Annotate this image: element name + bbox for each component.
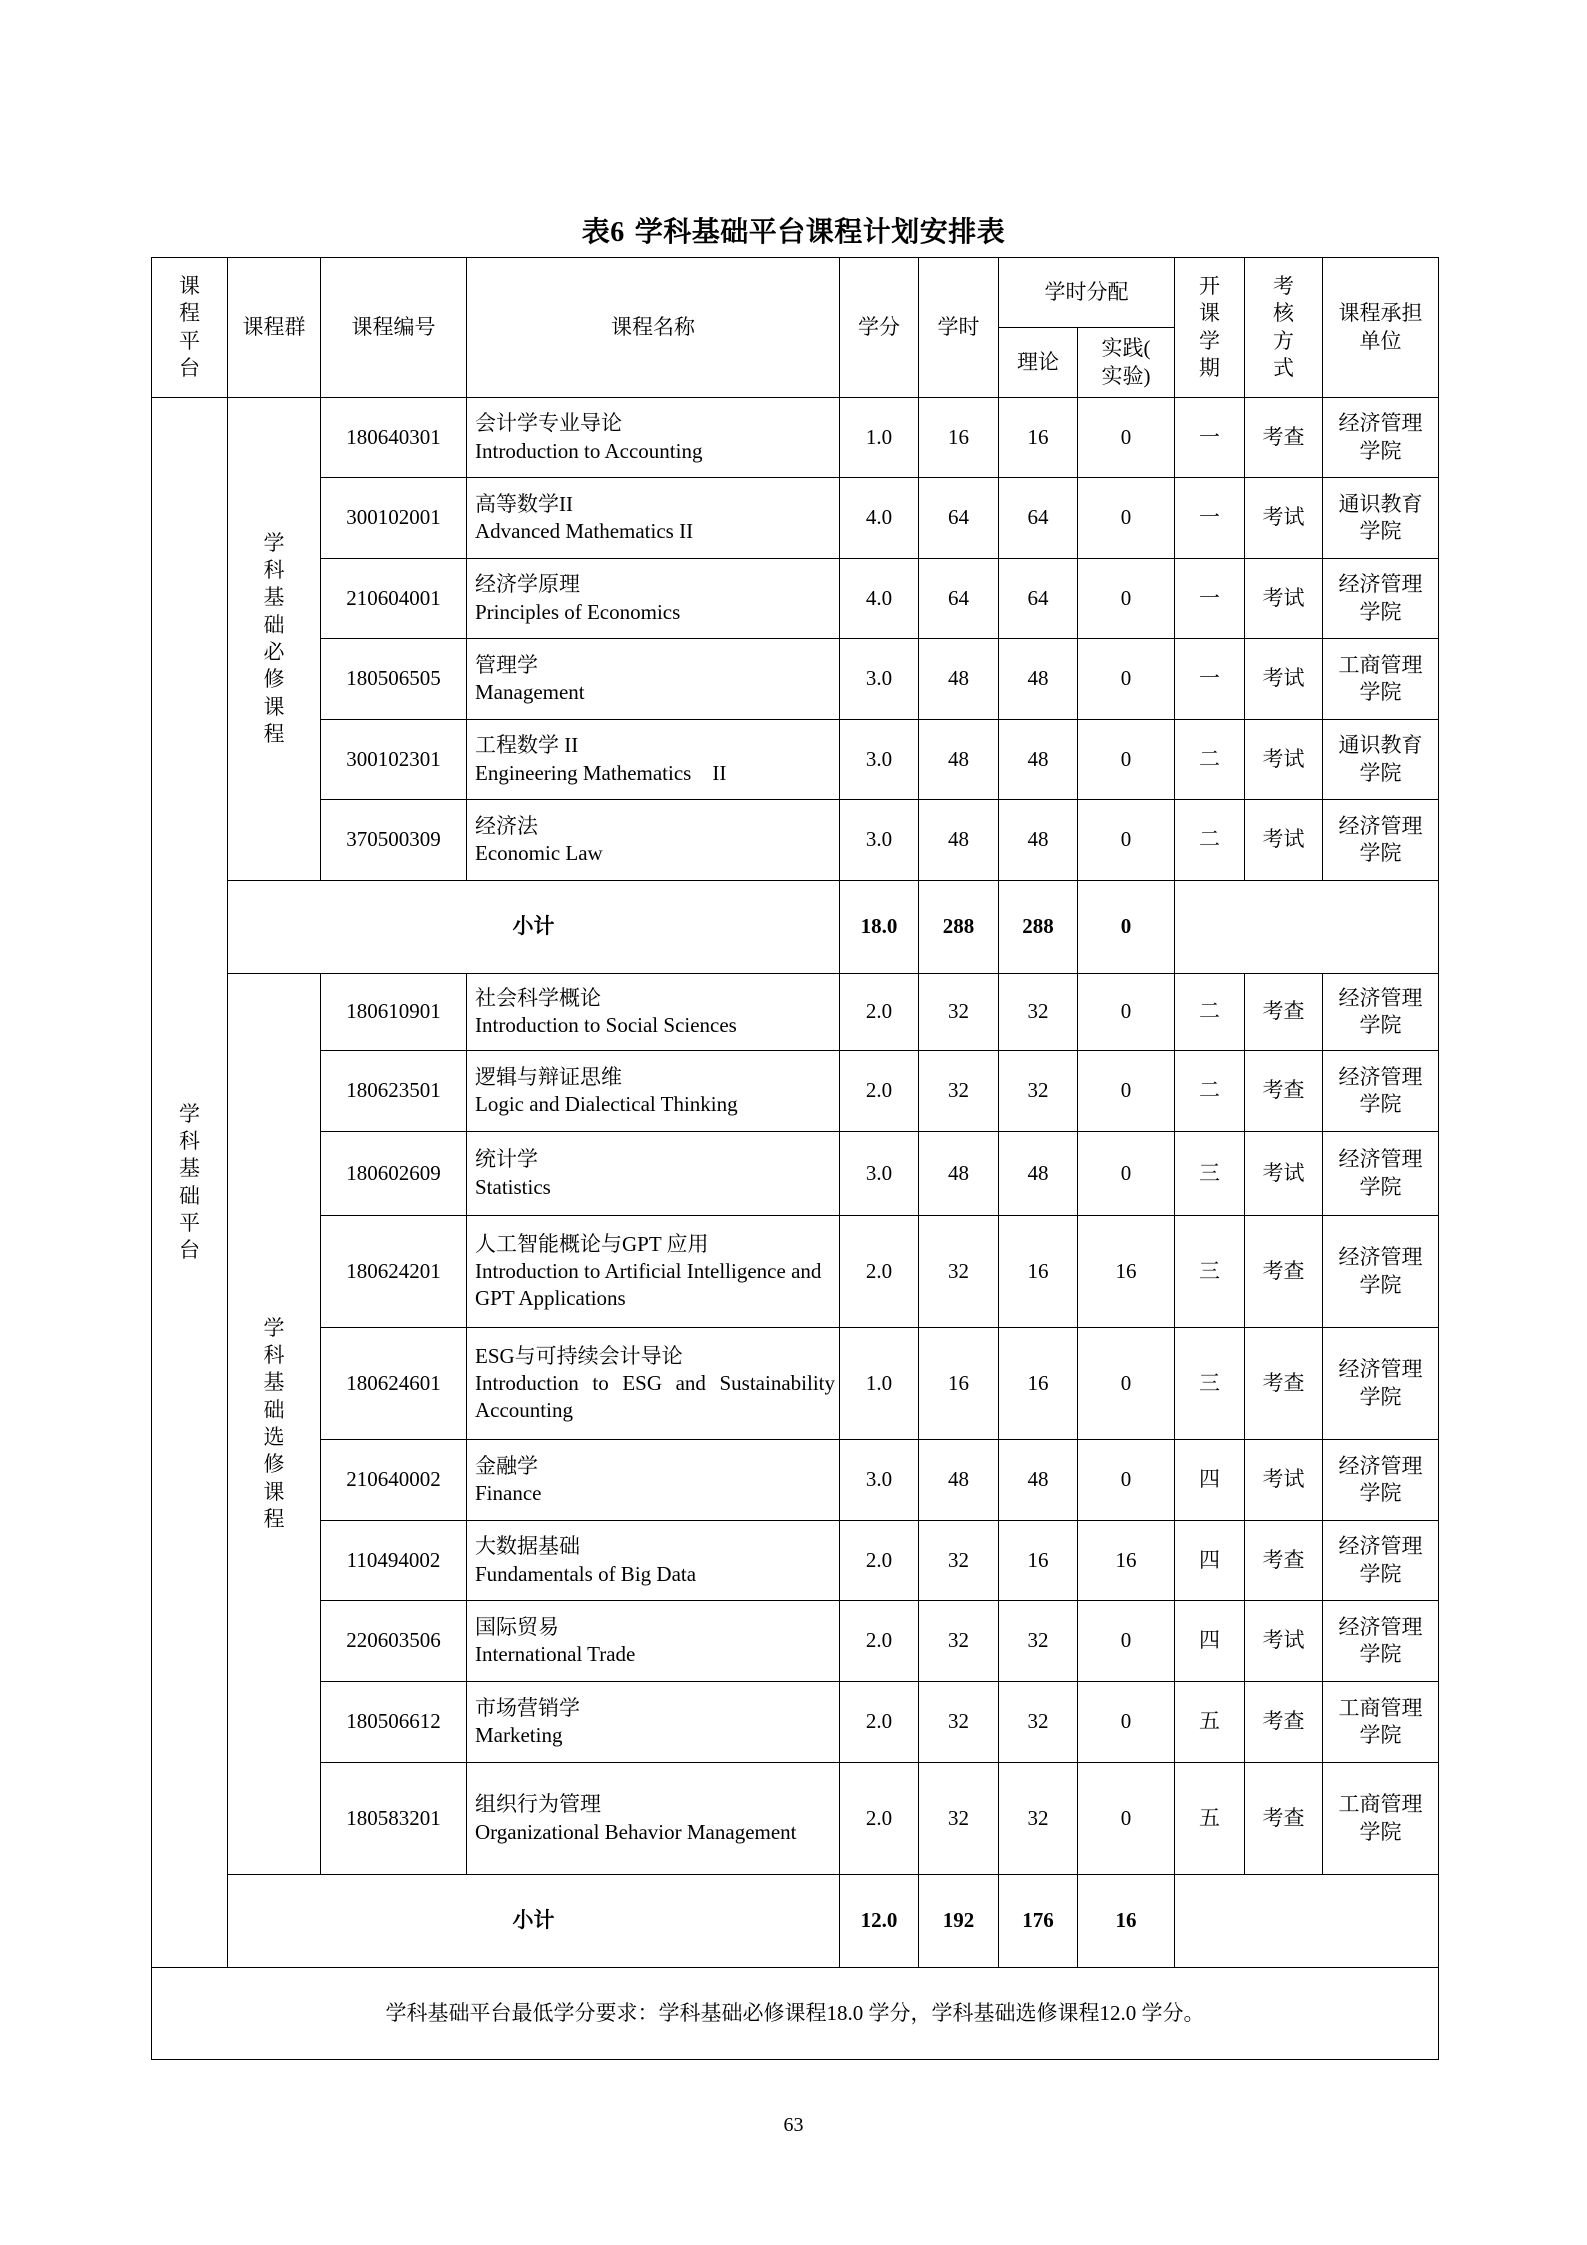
subtotal-empty [1175, 1875, 1439, 1968]
course-practice-hours: 16 [1078, 1216, 1175, 1328]
course-unit-line2: 学院 [1359, 1272, 1402, 1297]
subtotal-credits: 18.0 [840, 881, 919, 974]
course-name-cn: 国际贸易 [475, 1614, 559, 1639]
course-credits: 1.0 [840, 1328, 919, 1440]
course-group-label-char: 基 [263, 1370, 285, 1395]
course-name-en: Marketing [475, 1723, 563, 1747]
subtotal-practice-hours: 16 [1078, 1875, 1175, 1968]
course-group-label-char: 础 [263, 612, 285, 637]
course-name-cn: 会计学专业导论 [475, 411, 622, 436]
course-group-label [228, 974, 321, 1875]
course-practice-hours: 0 [1078, 974, 1175, 1051]
course-credits: 3.0 [840, 800, 919, 881]
course-theory-hours: 16 [999, 1521, 1078, 1601]
course-theory-hours: 64 [999, 478, 1078, 559]
course-unit [1323, 974, 1439, 1051]
course-semester: 一 [1175, 398, 1245, 478]
table-number: 表6 [581, 217, 625, 248]
course-semester: 五 [1175, 1682, 1245, 1763]
course-assessment: 考查 [1245, 1328, 1323, 1440]
course-hours: 32 [919, 1521, 999, 1601]
course-practice-hours: 0 [1078, 1601, 1175, 1682]
course-group-label-char: 学 [263, 1315, 285, 1340]
header-platform [152, 258, 228, 398]
course-semester: 一 [1175, 559, 1245, 639]
header-platform-char: 课 [179, 273, 200, 298]
course-assessment: 考查 [1245, 974, 1323, 1051]
course-row [152, 1763, 1439, 1875]
course-unit [1323, 1051, 1439, 1132]
course-group-label-char: 修 [263, 1452, 285, 1477]
course-name [467, 1440, 840, 1521]
header-unit-line1: 课程承担 [1338, 301, 1423, 326]
course-name [467, 1216, 840, 1328]
course-theory-hours: 32 [999, 1601, 1078, 1682]
course-name-cn: 社会科学概论 [475, 985, 601, 1010]
course-group-label-char: 程 [263, 1506, 285, 1531]
course-unit-line1: 经济管理 [1338, 1534, 1423, 1559]
header-code: 课程编号 [321, 258, 467, 398]
course-unit-line1: 经济管理 [1338, 1245, 1423, 1270]
header-row [152, 258, 1439, 328]
course-semester: 三 [1175, 1216, 1245, 1328]
course-hours: 32 [919, 1763, 999, 1875]
course-semester: 四 [1175, 1601, 1245, 1682]
page-number: 63 [783, 2114, 804, 2136]
course-code: 370500309 [321, 800, 467, 881]
course-semester: 一 [1175, 639, 1245, 720]
course-unit-line2: 学院 [1359, 1561, 1402, 1586]
course-name [467, 1763, 840, 1875]
subtotal-hours: 192 [919, 1875, 999, 1968]
course-group-label-char: 础 [263, 1397, 285, 1422]
course-unit-line1: 经济管理 [1338, 1614, 1423, 1639]
subtotal-row [152, 881, 1439, 974]
header-group: 课程群 [228, 258, 321, 398]
course-row [152, 1440, 1439, 1521]
course-unit-line1: 经济管理 [1338, 985, 1423, 1010]
subtotal-row [152, 1875, 1439, 1968]
course-hours: 48 [919, 800, 999, 881]
course-group-label-char: 课 [263, 694, 285, 719]
course-code: 180583201 [321, 1763, 467, 1875]
course-practice-hours: 0 [1078, 1328, 1175, 1440]
course-theory-hours: 48 [999, 720, 1078, 800]
course-name [467, 1682, 840, 1763]
course-hours: 16 [919, 398, 999, 478]
course-practice-hours: 0 [1078, 720, 1175, 800]
course-assessment: 考查 [1245, 1682, 1323, 1763]
platform-label-char: 台 [179, 1238, 200, 1263]
course-unit-line2: 学院 [1359, 1481, 1402, 1505]
course-name-cn: 管理学 [475, 652, 538, 677]
course-unit-line1: 工商管理 [1338, 652, 1423, 677]
course-credits: 2.0 [840, 1763, 919, 1875]
course-credits: 2.0 [840, 1682, 919, 1763]
course-unit-line2: 学院 [1359, 1013, 1402, 1037]
header-assessment-char: 考 [1273, 273, 1294, 298]
course-credits: 4.0 [840, 559, 919, 639]
header-semester-char: 课 [1199, 301, 1220, 326]
course-name-cn: ESG与可持续会计导论 [475, 1343, 683, 1368]
course-name [467, 1521, 840, 1601]
header-semester [1175, 258, 1245, 398]
course-group-label-char: 必 [263, 640, 285, 664]
course-row [152, 1601, 1439, 1682]
course-name-en: Engineering Mathematics II [475, 760, 727, 785]
course-group-label-char: 基 [263, 585, 285, 610]
course-row [152, 639, 1439, 720]
course-row [152, 478, 1439, 559]
course-theory-hours: 64 [999, 559, 1078, 639]
course-code: 180640301 [321, 398, 467, 478]
platform-label-char: 学 [179, 1101, 200, 1126]
course-row [152, 720, 1439, 800]
course-semester: 四 [1175, 1521, 1245, 1601]
course-assessment: 考试 [1245, 1440, 1323, 1521]
header-credits: 学分 [840, 258, 919, 398]
header-assessment-char: 式 [1273, 355, 1294, 380]
course-unit-line1: 经济管理 [1338, 813, 1423, 838]
course-practice-hours: 0 [1078, 639, 1175, 720]
course-unit [1323, 1601, 1439, 1682]
course-semester: 三 [1175, 1132, 1245, 1216]
subtotal-credits: 12.0 [840, 1875, 919, 1968]
course-unit-line2: 学院 [1359, 680, 1402, 704]
course-theory-hours: 16 [999, 1328, 1078, 1440]
course-name-en: Introduction to Artificial Intelligence and GPT Applications [475, 1258, 822, 1311]
header-platform-char: 台 [179, 355, 200, 380]
course-unit-line2: 学院 [1359, 519, 1402, 543]
course-unit-line1: 经济管理 [1338, 1064, 1423, 1089]
course-credits: 3.0 [840, 1132, 919, 1216]
course-assessment: 考试 [1245, 478, 1323, 559]
course-semester: 二 [1175, 800, 1245, 881]
header-unit [1323, 258, 1439, 398]
course-group-label-char: 选 [263, 1425, 285, 1449]
subtotal-theory-hours: 176 [999, 1875, 1078, 1968]
course-unit [1323, 639, 1439, 720]
course-unit-line2: 学院 [1359, 1642, 1402, 1666]
course-name-en: International Trade [475, 1642, 636, 1666]
course-hours: 64 [919, 478, 999, 559]
course-theory-hours: 32 [999, 1763, 1078, 1875]
course-name-cn: 统计学 [475, 1147, 538, 1172]
header-theory: 理论 [999, 328, 1078, 398]
course-name-cn: 高等数学II [475, 491, 573, 516]
platform-label-char: 科 [179, 1128, 200, 1153]
course-unit-line2: 学院 [1359, 1723, 1402, 1747]
course-theory-hours: 48 [999, 800, 1078, 881]
course-row [152, 974, 1439, 1051]
course-unit-line2: 学院 [1359, 1819, 1402, 1844]
course-credits: 2.0 [840, 1216, 919, 1328]
subtotal-hours: 288 [919, 881, 999, 974]
header-unit-line2: 单位 [1359, 328, 1402, 353]
table-title-text: 学科基础平台课程计划安排表 [634, 217, 1006, 248]
course-assessment: 考查 [1245, 398, 1323, 478]
course-name-cn: 组织行为管理 [475, 1792, 601, 1817]
course-unit-line1: 经济管理 [1338, 1357, 1423, 1382]
course-unit-line2: 学院 [1359, 841, 1402, 865]
course-semester: 二 [1175, 974, 1245, 1051]
course-name-cn: 金融学 [475, 1453, 538, 1478]
course-name [467, 974, 840, 1051]
course-hours: 32 [919, 1216, 999, 1328]
header-name: 课程名称 [467, 258, 840, 398]
course-semester: 二 [1175, 1051, 1245, 1132]
course-name-cn: 逻辑与辩证思维 [475, 1064, 622, 1089]
course-group-label [228, 398, 321, 881]
course-name-en: Finance [475, 1481, 542, 1505]
course-code: 180506505 [321, 639, 467, 720]
course-assessment: 考试 [1245, 1132, 1323, 1216]
course-practice-hours: 0 [1078, 1051, 1175, 1132]
header-hours-distribution: 学时分配 [999, 258, 1175, 328]
course-code: 180624201 [321, 1216, 467, 1328]
course-unit [1323, 478, 1439, 559]
course-code: 180610901 [321, 974, 467, 1051]
course-code: 220603506 [321, 1601, 467, 1682]
course-hours: 32 [919, 1601, 999, 1682]
subtotal-empty [1175, 881, 1439, 974]
course-unit-line1: 通识教育 [1338, 491, 1423, 516]
course-unit-line2: 学院 [1359, 1092, 1402, 1116]
course-unit-line2: 学院 [1359, 599, 1402, 624]
course-group-label-char: 课 [263, 1479, 285, 1504]
course-assessment: 考查 [1245, 1763, 1323, 1875]
footer-row [152, 1968, 1439, 2060]
course-row [152, 559, 1439, 639]
course-name-cn: 人工智能概论与GPT 应用 [475, 1231, 709, 1256]
course-code: 180602609 [321, 1132, 467, 1216]
course-unit [1323, 1682, 1439, 1763]
course-code: 180623501 [321, 1051, 467, 1132]
subtotal-practice-hours: 0 [1078, 881, 1175, 974]
course-name [467, 478, 840, 559]
course-name-en: Organizational Behavior Management [475, 1819, 797, 1844]
subtotal-theory-hours: 288 [999, 881, 1078, 974]
course-plan-table [151, 257, 1439, 2060]
course-unit [1323, 398, 1439, 478]
course-assessment: 考试 [1245, 559, 1323, 639]
course-credits: 3.0 [840, 1440, 919, 1521]
course-row [152, 1051, 1439, 1132]
course-name-en: Fundamentals of Big Data [475, 1561, 697, 1586]
course-unit-line1: 经济管理 [1338, 411, 1423, 436]
course-row [152, 1216, 1439, 1328]
course-name [467, 800, 840, 881]
course-practice-hours: 0 [1078, 559, 1175, 639]
course-practice-hours: 0 [1078, 800, 1175, 881]
course-name-en: Principles of Economics [475, 599, 681, 624]
course-assessment: 考查 [1245, 1521, 1323, 1601]
course-row [152, 1521, 1439, 1601]
course-unit [1323, 800, 1439, 881]
course-row [152, 1682, 1439, 1763]
header-semester-char: 学 [1199, 328, 1220, 353]
course-semester: 四 [1175, 1440, 1245, 1521]
course-unit-line1: 通识教育 [1338, 733, 1423, 758]
course-unit-line1: 经济管理 [1338, 1453, 1423, 1478]
subtotal-label: 小计 [228, 1875, 840, 1968]
course-name [467, 398, 840, 478]
course-unit-line1: 经济管理 [1338, 1147, 1423, 1172]
course-name-en: Introduction to ESG and Sustainability Accounting [475, 1370, 835, 1423]
course-theory-hours: 48 [999, 1132, 1078, 1216]
course-row [152, 1328, 1439, 1440]
course-unit-line1: 工商管理 [1338, 1695, 1423, 1720]
course-unit-line2: 学院 [1359, 1384, 1402, 1409]
course-theory-hours: 32 [999, 1051, 1078, 1132]
course-name-en: Advanced Mathematics II [475, 519, 694, 543]
course-name-en: Management [475, 680, 585, 704]
course-name [467, 639, 840, 720]
course-practice-hours: 0 [1078, 398, 1175, 478]
course-code: 210604001 [321, 559, 467, 639]
course-assessment: 考试 [1245, 639, 1323, 720]
course-hours: 32 [919, 1051, 999, 1132]
course-practice-hours: 16 [1078, 1521, 1175, 1601]
platform-label-char: 础 [179, 1183, 200, 1208]
course-name [467, 1601, 840, 1682]
course-theory-hours: 32 [999, 1682, 1078, 1763]
course-name-en: Logic and Dialectical Thinking [475, 1092, 738, 1116]
course-group-label-char: 修 [263, 667, 285, 692]
course-group-label-char: 科 [263, 1343, 285, 1368]
course-assessment: 考试 [1245, 720, 1323, 800]
course-theory-hours: 48 [999, 1440, 1078, 1521]
course-unit [1323, 1521, 1439, 1601]
header-practice [1078, 328, 1175, 398]
course-name [467, 1132, 840, 1216]
course-credits: 3.0 [840, 639, 919, 720]
course-credits: 2.0 [840, 1601, 919, 1682]
course-code: 300102001 [321, 478, 467, 559]
course-name-en: Introduction to Accounting [475, 438, 703, 463]
header-platform-char: 程 [179, 301, 200, 326]
course-semester: 五 [1175, 1763, 1245, 1875]
course-code: 210640002 [321, 1440, 467, 1521]
course-hours: 48 [919, 639, 999, 720]
course-name [467, 1328, 840, 1440]
course-credits: 2.0 [840, 974, 919, 1051]
course-name-en: Economic Law [475, 841, 603, 865]
platform-label [152, 398, 228, 1968]
course-credits: 2.0 [840, 1521, 919, 1601]
course-name-en: Statistics [475, 1174, 551, 1199]
course-unit-line2: 学院 [1359, 438, 1402, 463]
header-practice-line1: 实践( [1101, 336, 1151, 361]
course-assessment: 考查 [1245, 1216, 1323, 1328]
course-credits: 2.0 [840, 1051, 919, 1132]
course-practice-hours: 0 [1078, 1763, 1175, 1875]
course-semester: 二 [1175, 720, 1245, 800]
course-name-cn: 市场营销学 [475, 1695, 580, 1720]
course-unit [1323, 1216, 1439, 1328]
course-unit-line1: 经济管理 [1338, 572, 1423, 597]
course-unit-line2: 学院 [1359, 1174, 1402, 1199]
course-unit [1323, 559, 1439, 639]
course-name [467, 1051, 840, 1132]
course-unit-line2: 学院 [1359, 760, 1402, 785]
course-name [467, 559, 840, 639]
course-theory-hours: 16 [999, 398, 1078, 478]
course-hours: 32 [919, 974, 999, 1051]
course-assessment: 考查 [1245, 1051, 1323, 1132]
course-unit-line1: 工商管理 [1338, 1792, 1423, 1817]
course-semester: 三 [1175, 1328, 1245, 1440]
course-hours: 16 [919, 1328, 999, 1440]
course-code: 180624601 [321, 1328, 467, 1440]
course-semester: 一 [1175, 478, 1245, 559]
course-practice-hours: 0 [1078, 478, 1175, 559]
course-unit [1323, 1440, 1439, 1521]
course-unit [1323, 1763, 1439, 1875]
course-row [152, 800, 1439, 881]
course-credits: 4.0 [840, 478, 919, 559]
header-practice-line2: 实验) [1101, 363, 1151, 388]
course-group-label-char: 程 [263, 721, 285, 746]
header-assessment [1245, 258, 1323, 398]
course-name-cn: 经济学原理 [475, 572, 580, 597]
header-assessment-char: 方 [1273, 328, 1294, 353]
course-practice-hours: 0 [1078, 1132, 1175, 1216]
course-hours: 32 [919, 1682, 999, 1763]
course-row [152, 1132, 1439, 1216]
header-semester-char: 期 [1199, 355, 1220, 380]
course-hours: 48 [919, 1132, 999, 1216]
course-name-cn: 大数据基础 [475, 1534, 580, 1559]
course-name [467, 720, 840, 800]
course-unit [1323, 1328, 1439, 1440]
course-code: 300102301 [321, 720, 467, 800]
course-name-cn: 工程数学 II [475, 733, 579, 758]
footer-note: 学科基础平台最低学分要求：学科基础必修课程18.0 学分，学科基础选修课程12.0 学分。 [152, 1968, 1439, 2060]
course-group-label-char: 学 [263, 530, 285, 555]
course-theory-hours: 16 [999, 1216, 1078, 1328]
course-code: 110494002 [321, 1521, 467, 1601]
header-platform-char: 平 [179, 328, 200, 353]
platform-label-char: 平 [179, 1210, 200, 1235]
course-code: 180506612 [321, 1682, 467, 1763]
course-hours: 64 [919, 559, 999, 639]
course-assessment: 考试 [1245, 800, 1323, 881]
header-semester-char: 开 [1199, 273, 1220, 298]
table-title [0, 210, 1587, 250]
course-practice-hours: 0 [1078, 1682, 1175, 1763]
subtotal-label: 小计 [228, 881, 840, 974]
course-theory-hours: 32 [999, 974, 1078, 1051]
course-assessment: 考试 [1245, 1601, 1323, 1682]
course-practice-hours: 0 [1078, 1440, 1175, 1521]
course-hours: 48 [919, 1440, 999, 1521]
course-unit [1323, 1132, 1439, 1216]
course-unit [1323, 720, 1439, 800]
course-theory-hours: 48 [999, 639, 1078, 720]
course-name-cn: 经济法 [475, 813, 538, 838]
header-hours: 学时 [919, 258, 999, 398]
course-group-label-char: 科 [263, 558, 285, 583]
course-name-en: Introduction to Social Sciences [475, 1013, 737, 1037]
course-credits: 1.0 [840, 398, 919, 478]
course-row [152, 398, 1439, 478]
course-hours: 48 [919, 720, 999, 800]
platform-label-char: 基 [179, 1156, 200, 1181]
course-credits: 3.0 [840, 720, 919, 800]
header-assessment-char: 核 [1273, 301, 1294, 326]
